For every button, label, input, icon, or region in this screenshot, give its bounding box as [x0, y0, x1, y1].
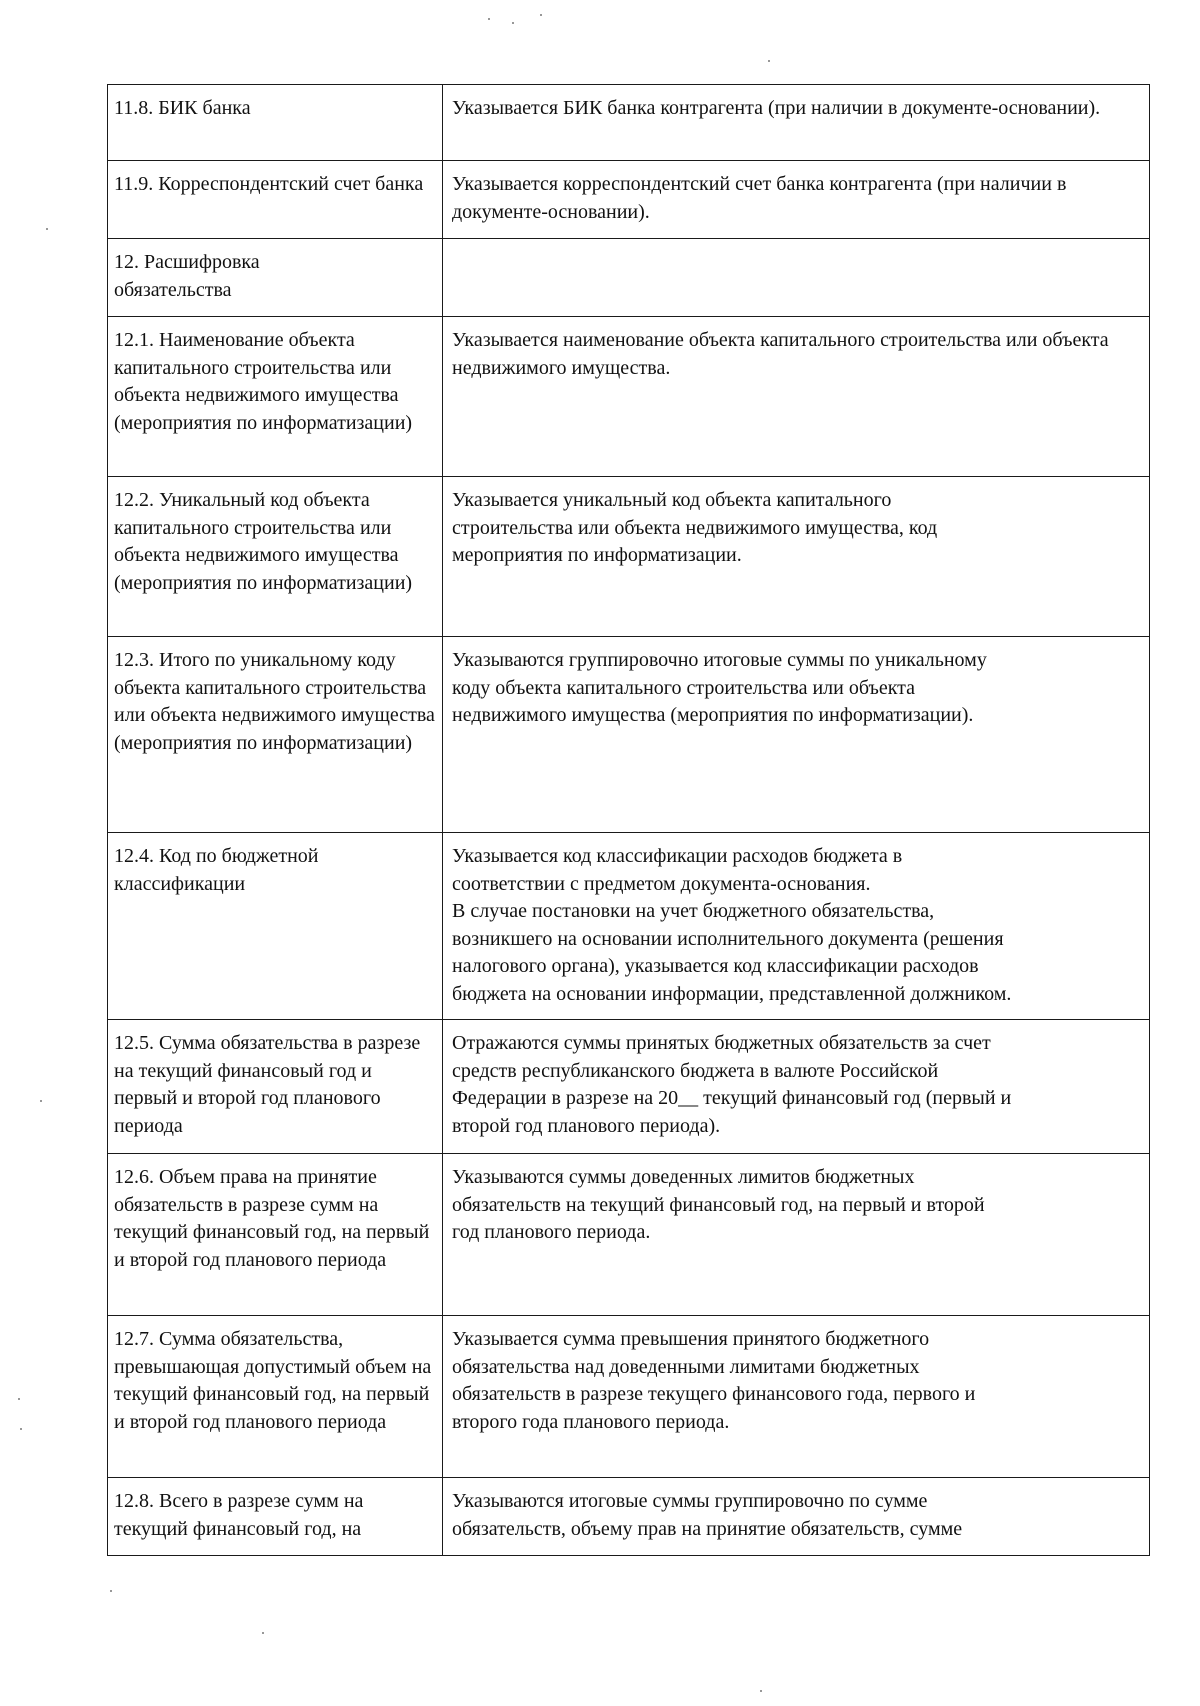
field-description-cell: Указывается корреспондентский счет банка контрагента (при наличии в документе-основании).	[443, 161, 1150, 239]
table-row	[108, 637, 1150, 833]
field-name-cell: 12.8. Всего в разрезе сумм на текущий финансовый год, на	[108, 1478, 443, 1556]
field-description-cell: Указываются итоговые суммы группировочно по сумме обязательств, объему прав на принятие обязательств, сумме	[443, 1478, 1150, 1556]
table-row	[108, 1154, 1150, 1316]
field-name-cell: 11.9. Корреспондентский счет банка	[108, 161, 443, 239]
field-name-cell: 12.2. Уникальный код объекта капитального строительства или объекта недвижимого имущества (мероприятия по информатизации)	[108, 477, 443, 637]
scan-speck	[18, 1398, 20, 1400]
table-row	[108, 161, 1150, 239]
requisites-table	[107, 84, 1150, 1556]
field-name-cell: 11.8. БИК банка	[108, 85, 443, 161]
field-name-cell: 12. Расшифровка обязательства	[108, 239, 443, 317]
field-description-cell: Указывается код классификации расходов бюджета в соответствии с предметом документа-основания. В случае постановки на учет бюджетного обязательства, возникшего на основании исполнительного документа (решения налогового органа), указывается код классификации расходов бюджета на основании информации, представленной должником.	[443, 833, 1150, 1020]
table-row	[108, 1316, 1150, 1478]
scan-speck	[540, 14, 542, 16]
scan-speck	[20, 1428, 22, 1430]
field-name-cell: 12.3. Итого по уникальному коду объекта капитального строительства или объекта недвижимого имущества (мероприятия по информатизации)	[108, 637, 443, 833]
field-name-cell: 12.6. Объем права на принятие обязательств в разрезе сумм на текущий финансовый год, на первый и второй год планового периода	[108, 1154, 443, 1316]
table-row	[108, 1478, 1150, 1556]
field-description-cell: Указывается сумма превышения принятого бюджетного обязательства над доведенными лимитами бюджетных обязательств в разрезе текущего финансового года, первого и второго года планового периода.	[443, 1316, 1150, 1478]
scan-speck	[760, 1690, 762, 1692]
field-description-cell: Указываются суммы доведенных лимитов бюджетных обязательств на текущий финансовый год, на первый и второй год планового периода.	[443, 1154, 1150, 1316]
field-description-cell: Указывается уникальный код объекта капитального строительства или объекта недвижимого имущества, код мероприятия по информатизации.	[443, 477, 1150, 637]
field-description-cell: Указывается БИК банка контрагента (при наличии в документе-основании).	[443, 85, 1150, 161]
table-row	[108, 1020, 1150, 1154]
field-name-cell: 12.7. Сумма обязательства, превышающая допустимый объем на текущий финансовый год, на первый и второй год планового периода	[108, 1316, 443, 1478]
table-row	[108, 317, 1150, 477]
scan-speck	[46, 228, 48, 230]
field-name-cell: 12.1. Наименование объекта капитального строительства или объекта недвижимого имущества (мероприятия по информатизации)	[108, 317, 443, 477]
field-description-cell: Отражаются суммы принятых бюджетных обязательств за счет средств республиканского бюджета в валюте Российской Федерации в разрезе на 20__ текущий финансовый год (первый и второй год планового периода).	[443, 1020, 1150, 1154]
scan-speck	[488, 18, 490, 20]
scan-speck	[768, 60, 770, 62]
field-name-cell: 12.4. Код по бюджетной классификации	[108, 833, 443, 1020]
scan-speck	[110, 1590, 112, 1592]
scan-speck	[40, 1100, 42, 1102]
field-description-cell: Указываются группировочно итоговые суммы по уникальному коду объекта капитального строительства или объекта недвижимого имущества (мероприятия по информатизации).	[443, 637, 1150, 833]
field-description-cell	[443, 239, 1150, 317]
field-description-cell: Указывается наименование объекта капитального строительства или объекта недвижимого имущества.	[443, 317, 1150, 477]
scan-speck	[262, 1632, 264, 1634]
scan-speck	[512, 22, 514, 24]
table-row	[108, 833, 1150, 1020]
table-row	[108, 477, 1150, 637]
table-row	[108, 85, 1150, 161]
table-row	[108, 239, 1150, 317]
field-name-cell: 12.5. Сумма обязательства в разрезе на текущий финансовый год и первый и второй год планового периода	[108, 1020, 443, 1154]
